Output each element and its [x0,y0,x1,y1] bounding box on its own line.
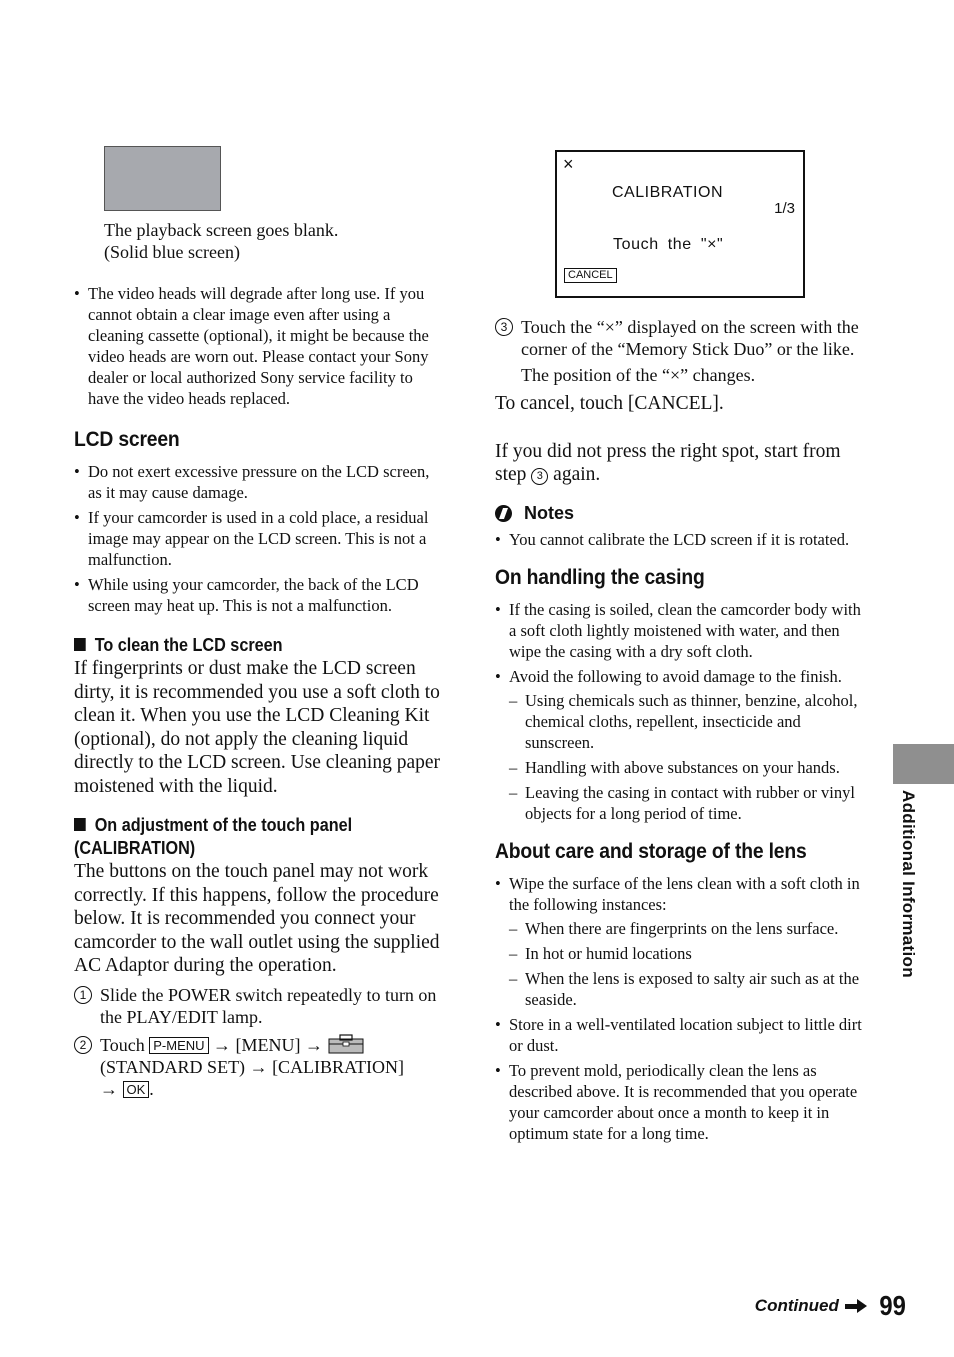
notes-list [495,529,865,550]
list-item: • Do not exert excessive pressure on the LCD screen, as it may cause damage. [74,461,444,503]
calibration-title: CALIBRATION [612,184,723,201]
list-item: • To prevent mold, periodically clean the lens as described above. It is recommended that you operate your camcorder about once a month to keep it in optimum state for a long time. [495,1060,865,1144]
lens-dash-list [509,918,865,1010]
page-footer [755,1290,908,1322]
list-item: • While using your camcorder, the back of the LCD screen may heat up. This is not a malfunction. [74,574,444,616]
step-number: 2 [74,1036,92,1054]
adjust-heading-line-1: On adjustment of the touch panel [94,815,353,835]
page-number: 99 [879,1290,906,1321]
casing-bullet-2-text: Avoid the following to avoid damage to the finish. [509,666,842,686]
ok-button: OK [123,1081,150,1098]
clean-lcd-body: If fingerprints or dust make the LCD screen dirty, it is recommended you use a soft cloth to clean it. When you use the LCD Cleaning Kit (optional), do not apply the cleaning liquid directly to the LCD screen. Use cleaning paper moistened with the liquid. [74,658,441,797]
blank-screen-thumbnail [104,146,221,211]
arrow-icon: → [100,1078,118,1099]
caption-line-2: (Solid blue screen) [104,242,240,262]
calibration-page: 1/3 [774,200,795,217]
retry-text-b: again. [553,464,601,485]
adjust-body: The buttons on the touch panel may not work correctly. If this happens, follow the procedure below. It is recommended you connect your camcorder to the wall outlet using the supplied AC Adaptor during the operation. [74,861,440,976]
clean-lcd-heading-text: To clean the LCD screen [94,635,283,655]
step-2 [74,1034,444,1100]
close-icon: × [563,154,574,174]
casing-dash-list [509,690,865,824]
step-2-standard-set: (STANDARD SET) [100,1056,246,1077]
list-item: • If the casing is soiled, clean the camcorder body with a soft cloth lightly moistened with water, and then wipe the casing with a dry soft cloth. [495,599,865,662]
continued-label: Continued [754,1296,839,1315]
step-number: 1 [74,986,92,1004]
right-column [495,150,865,1148]
square-bullet-icon [74,818,86,831]
step-2-touch: Touch [100,1034,145,1055]
step-3-sub: The position of the “×” changes. [521,365,756,385]
list-item: – When there are fingerprints on the lens surface. [509,918,865,939]
notes-heading [495,503,865,524]
notes-label: Notes [524,502,575,523]
list-item [495,666,865,824]
arrow-icon: → [213,1034,232,1055]
step-2-calibration: [CALIBRATION] [272,1056,405,1077]
retry-text [495,440,865,487]
section-tab-text: Additional Information [899,790,918,978]
step-3 [495,316,865,386]
list-item: – When the lens is exposed to salty air such as at the seaside. [509,968,865,1010]
lcd-bullets [74,461,444,616]
list-item: • You cannot calibrate the LCD screen if it is rotated. [495,529,865,550]
section-tab [893,744,954,784]
toolbox-icon [328,1034,364,1054]
notes-icon [495,505,512,522]
lens-bullets [495,873,865,1144]
arrow-icon: → [249,1056,268,1077]
video-heads-list [74,283,444,409]
list-item: • Store in a well-ventilated location subject to little dirt or dust. [495,1014,865,1056]
list-item: – Handling with above substances on your hands. [509,757,865,778]
lens-heading: About care and storage of the lens [495,839,807,863]
step-1-text: Slide the POWER switch repeatedly to turn on the PLAY/EDIT lamp. [100,984,437,1027]
caption-line-1: The playback screen goes blank. [104,220,339,240]
adjust-heading-line-2: (CALIBRATION) [74,838,196,858]
list-item: – Using chemicals such as thinner, benzine, alcohol, chemical cloths, repellent, insecticide and sunscreen. [509,690,865,753]
step-number: 3 [531,468,548,485]
casing-bullets [495,599,865,824]
list-item: – Leaving the casing in contact with rubber or vinyl objects for a long period of time. [509,782,865,824]
arrow-icon: → [305,1034,324,1055]
adjust-heading [74,814,407,837]
retry-text-a: If you did not press the right spot, start from step [495,440,841,485]
lcd-screen-heading: LCD screen [74,428,180,451]
list-item [495,873,865,1010]
list-item: • If your camcorder is used in a cold place, a residual image may appear on the LCD screen. This is not a malfunction. [74,507,444,570]
step-3-text: Touch the “×” displayed on the screen with the corner of the “Memory Stick Duo” or the like. [521,317,859,359]
step-number: 3 [495,318,513,336]
video-heads-note: • The video heads will degrade after long use. If you cannot obtain a clear image even after using a cleaning cassette (optional), it might be because the video heads are worn out. Please contact your Sony dealer or local authorized Sony service facility to have the video heads replaced. [74,283,444,409]
square-bullet-icon [74,638,86,651]
section-tab-label [896,790,922,990]
p-menu-button: P-MENU [149,1037,208,1054]
calibration-screen-illustration [555,150,805,298]
calibration-cancel-button: CANCEL [564,268,617,283]
left-column [74,146,444,1100]
lens-bullet-1-text: Wipe the surface of the lens clean with a soft cloth in the following instances: [509,873,860,914]
continued-arrow-icon [845,1299,867,1313]
step-2-menu: [MENU] [235,1034,301,1055]
list-item: – In hot or humid locations [509,943,865,964]
step-2-period: . [149,1078,154,1099]
clean-lcd-heading [74,634,407,657]
step-1 [74,984,444,1028]
calibration-instruction: Touch the "×" [613,236,724,253]
thumbnail-caption [104,219,444,263]
casing-heading: On handling the casing [495,565,705,589]
cancel-text: To cancel, touch [CANCEL]. [495,393,724,414]
